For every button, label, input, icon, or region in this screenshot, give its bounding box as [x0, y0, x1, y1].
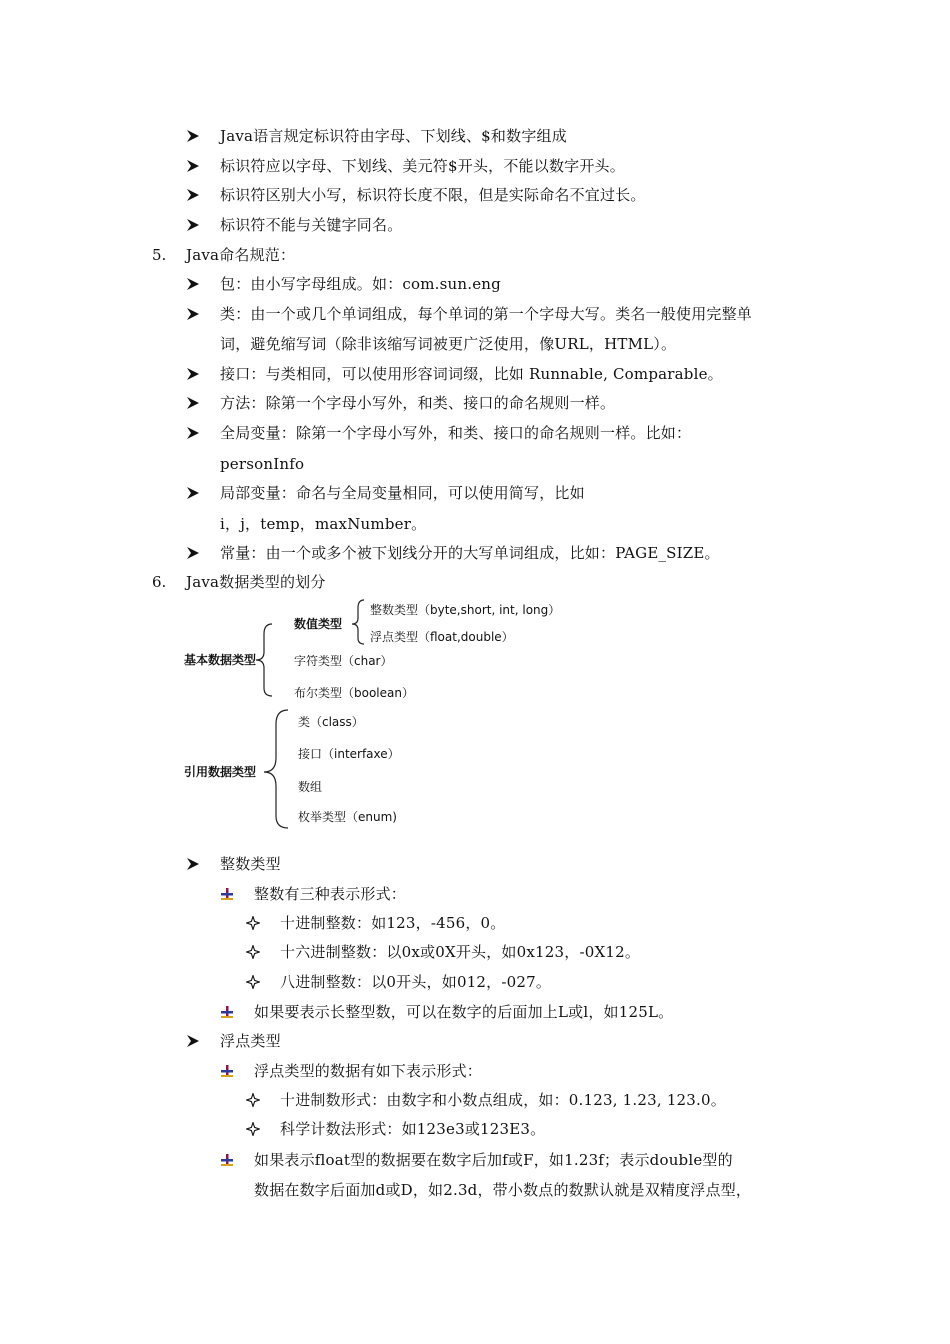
- integer-decimal: 十进制整数：如123，-456，0。: [280, 914, 506, 932]
- diagram-boolean-type: 布尔类型（boolean）: [294, 686, 414, 700]
- arrowhead-bullet-icon: [186, 129, 200, 143]
- diagram-enum-type: 枚举类型（enum): [298, 810, 397, 824]
- identifier-rule-4: 标识符不能与关键字同名。: [220, 216, 403, 234]
- integer-forms-intro: 整数有三种表示形式：: [254, 885, 407, 903]
- diagram-interface-type: 接口（interfaxe）: [298, 747, 400, 761]
- integer-octal: 八进制整数：以0开头，如012，-027。: [280, 973, 552, 991]
- integer-types-heading: 整数类型: [220, 855, 281, 873]
- identifier-rule-2: 标识符应以字母、下划线、美元符$开头，不能以数字开头。: [220, 157, 625, 175]
- colored-cross-bullet-icon: [220, 887, 234, 901]
- identifier-rule-1: Java语言规定标识符由字母、下划线、$和数字组成: [220, 127, 567, 145]
- four-point-star-bullet-icon: [246, 975, 260, 989]
- diagram-array-type: 数组: [298, 780, 323, 794]
- float-suffix-line-2: 数据在数字后面加d或D，如2.3d，带小数点的数默认就是双精度浮点型，: [254, 1181, 752, 1199]
- four-point-star-bullet-icon: [246, 1122, 260, 1136]
- float-types-heading: 浮点类型: [220, 1032, 281, 1050]
- arrowhead-bullet-icon: [186, 367, 200, 381]
- arrowhead-bullet-icon: [186, 426, 200, 440]
- naming-local-var-line-1: 局部变量：命名与全局变量相同，可以使用简写，比如: [220, 484, 585, 502]
- data-type-diagram: [180, 596, 600, 836]
- four-point-star-bullet-icon: [246, 1093, 260, 1107]
- brace-basic: [256, 624, 272, 696]
- float-forms-intro: 浮点类型的数据有如下表示形式：: [254, 1062, 483, 1080]
- colored-cross-bullet-icon: [220, 1064, 234, 1078]
- identifier-rule-3: 标识符区别大小写，标识符长度不限，但是实际命名不宜过长。: [220, 186, 646, 204]
- naming-method: 方法：除第一个字母小写外，和类、接口的命名规则一样。: [220, 394, 616, 412]
- diagram-reference-types: 引用数据类型: [184, 765, 257, 779]
- colored-cross-bullet-icon: [220, 1153, 234, 1167]
- section-heading-data-types: Java数据类型的划分: [186, 573, 326, 591]
- arrowhead-bullet-icon: [186, 396, 200, 410]
- arrowhead-bullet-icon: [186, 307, 200, 321]
- diagram-class-type: 类（class）: [298, 715, 364, 729]
- brace-reference: [264, 710, 288, 828]
- diagram-basic-types: 基本数据类型: [184, 653, 257, 667]
- naming-class-line-1: 类：由一个或几个单词组成，每个单词的第一个字母大写。类名一般使用完整单: [220, 305, 753, 323]
- arrowhead-bullet-icon: [186, 277, 200, 291]
- arrowhead-bullet-icon: [186, 188, 200, 202]
- integer-long-suffix: 如果要表示长整型数，可以在数字的后面加上L或l，如125L。: [254, 1003, 674, 1021]
- naming-global-var-line-1: 全局变量：除第一个字母小写外，和类、接口的命名规则一样。比如：: [220, 424, 692, 442]
- arrowhead-bullet-icon: [186, 159, 200, 173]
- naming-class-line-2: 词，避免缩写词（除非该缩写词被更广泛使用，像URL，HTML）。: [220, 335, 677, 353]
- arrowhead-bullet-icon: [186, 1034, 200, 1048]
- diagram-integer-types: 整数类型（byte,short, int, long）: [370, 603, 561, 617]
- arrowhead-bullet-icon: [186, 546, 200, 560]
- diagram-char-type: 字符类型（char）: [294, 654, 393, 668]
- four-point-star-bullet-icon: [246, 916, 260, 930]
- float-suffix-line-1: 如果表示float型的数据要在数字后加f或F，如1.23f；表示double型的: [254, 1151, 733, 1169]
- integer-hexadecimal: 十六进制整数：以0x或0X开头，如0x123，-0X12。: [280, 943, 641, 961]
- arrowhead-bullet-icon: [186, 857, 200, 871]
- naming-global-var-line-2: personInfo: [220, 455, 305, 473]
- naming-local-var-line-2: i，j，temp，maxNumber。: [220, 515, 427, 533]
- float-scientific-form: 科学计数法形式：如123e3或123E3。: [280, 1120, 546, 1138]
- section-number-6: 6.: [152, 573, 167, 591]
- float-decimal-form: 十进制数形式：由数字和小数点组成，如：0.123, 1.23, 123.0。: [280, 1091, 726, 1109]
- diagram-numeric-types: 数值类型: [294, 617, 343, 631]
- arrowhead-bullet-icon: [186, 486, 200, 500]
- brace-numeric: [352, 600, 364, 644]
- section-heading-naming: Java命名规范：: [186, 246, 296, 264]
- diagram-float-types: 浮点类型（float,double）: [370, 630, 514, 644]
- arrowhead-bullet-icon: [186, 218, 200, 232]
- colored-cross-bullet-icon: [220, 1005, 234, 1019]
- naming-interface: 接口：与类相同，可以使用形容词词缀，比如 Runnable, Comparable。: [220, 365, 723, 383]
- naming-constant: 常量：由一个或多个被下划线分开的大写单词组成，比如：PAGE_SIZE。: [220, 544, 720, 562]
- four-point-star-bullet-icon: [246, 945, 260, 959]
- section-number-5: 5.: [152, 246, 167, 264]
- naming-package: 包：由小写字母组成。如：com.sun.eng: [220, 275, 501, 293]
